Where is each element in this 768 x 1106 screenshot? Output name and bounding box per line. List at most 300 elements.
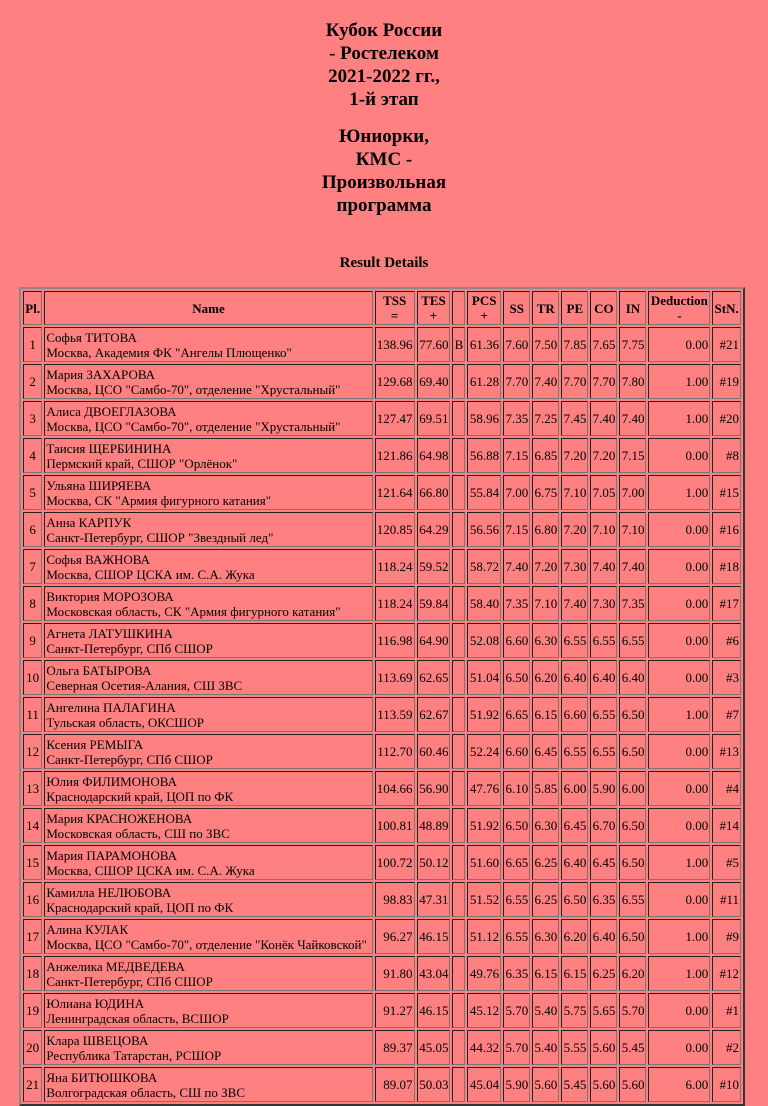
table-row	[23, 808, 741, 843]
in-cell: 6.50	[619, 845, 646, 880]
skater-name: Алиса ДВОЕГЛАЗОВА	[46, 403, 177, 419]
tes-cell: 50.03	[417, 1067, 451, 1102]
skater-club: Московская область, СК "Армия фигурного катания"	[46, 603, 341, 619]
pcs-cell: 55.84	[467, 475, 501, 510]
ss-cell: 6.55	[503, 919, 530, 954]
col-tes	[417, 291, 451, 325]
header-row	[23, 291, 741, 325]
ss-cell: 7.00	[503, 475, 530, 510]
pcs-cell: 47.76	[467, 771, 501, 806]
results-body	[23, 327, 741, 1102]
col-tes-label: TES	[421, 293, 446, 308]
b-cell	[452, 771, 465, 806]
ded-cell: 0.00	[648, 771, 710, 806]
b-cell	[452, 401, 465, 436]
ss-cell: 7.70	[503, 364, 530, 399]
table-row	[23, 623, 741, 658]
ded-cell: 0.00	[648, 327, 710, 362]
ded-cell: 0.00	[648, 993, 710, 1028]
tr-cell: 5.60	[532, 1067, 559, 1102]
event-title-line: - Ростелеком	[329, 43, 439, 64]
skater-club: Республика Татарстан, РСШОР	[46, 1047, 222, 1063]
col-tss-label: TSS	[383, 293, 407, 308]
stn-cell: #16	[712, 512, 741, 547]
tss-cell: 120.85	[375, 512, 415, 547]
stn-cell: #6	[712, 623, 741, 658]
ss-cell: 6.65	[503, 845, 530, 880]
ded-cell: 1.00	[648, 919, 710, 954]
tes-cell: 46.15	[417, 919, 451, 954]
tes-cell: 66.80	[417, 475, 451, 510]
pcs-cell: 51.52	[467, 882, 501, 917]
event-title-line: Кубок России	[325, 20, 443, 41]
ded-cell: 0.00	[648, 1030, 710, 1065]
pcs-cell: 45.12	[467, 993, 501, 1028]
tr-cell: 5.85	[532, 771, 559, 806]
tss-cell: 89.07	[375, 1067, 415, 1102]
tss-cell: 112.70	[375, 734, 415, 769]
tss-cell: 113.69	[375, 660, 415, 695]
place-cell: 7	[23, 549, 42, 584]
stn-cell: #17	[712, 586, 741, 621]
stn-cell: #9	[712, 919, 741, 954]
tss-cell: 100.72	[375, 845, 415, 880]
skater-club: Московская область, СШ по ЗВС	[46, 825, 230, 841]
place-cell: 17	[23, 919, 42, 954]
ss-cell: 5.70	[503, 1030, 530, 1065]
skater-name: Мария ПАРАМОНОВА	[46, 847, 178, 863]
b-cell	[452, 364, 465, 399]
pe-cell: 6.55	[561, 734, 588, 769]
pe-cell: 5.55	[561, 1030, 588, 1065]
pe-cell: 6.45	[561, 808, 588, 843]
pe-cell: 6.55	[561, 623, 588, 658]
tr-cell: 6.75	[532, 475, 559, 510]
stn-cell: #3	[712, 660, 741, 695]
b-cell	[452, 956, 465, 991]
pe-cell: 5.75	[561, 993, 588, 1028]
co-cell: 5.60	[590, 1030, 617, 1065]
ded-cell: 0.00	[648, 586, 710, 621]
tes-cell: 69.51	[417, 401, 451, 436]
pe-cell: 7.10	[561, 475, 588, 510]
place-cell: 5	[23, 475, 42, 510]
tes-cell: 64.90	[417, 623, 451, 658]
pe-cell: 6.00	[561, 771, 588, 806]
b-cell	[452, 438, 465, 473]
skater-club: Москва, СШОР ЦСКА им. С.А. Жука	[46, 566, 255, 582]
pcs-cell: 61.28	[467, 364, 501, 399]
table-row	[23, 475, 741, 510]
stn-cell: #14	[712, 808, 741, 843]
b-cell	[452, 475, 465, 510]
pcs-cell: 58.72	[467, 549, 501, 584]
skater-name: Ульяна ШИРЯЕВА	[46, 477, 152, 493]
tss-cell: 91.27	[375, 993, 415, 1028]
co-cell: 6.40	[590, 919, 617, 954]
skater-cell	[44, 586, 372, 621]
skater-name: Софья ТИТОВА	[46, 329, 137, 345]
ss-cell: 6.35	[503, 956, 530, 991]
stn-cell: #20	[712, 401, 741, 436]
co-cell: 7.65	[590, 327, 617, 362]
stn-cell: #2	[712, 1030, 741, 1065]
place-cell: 4	[23, 438, 42, 473]
skater-cell	[44, 845, 372, 880]
ded-cell: 0.00	[648, 882, 710, 917]
skater-name: Юлия ФИЛИМОНОВА	[46, 773, 178, 789]
ss-cell: 6.50	[503, 808, 530, 843]
tes-cell: 46.15	[417, 993, 451, 1028]
ss-cell: 7.40	[503, 549, 530, 584]
tes-cell: 64.29	[417, 512, 451, 547]
in-cell: 7.10	[619, 512, 646, 547]
place-cell: 14	[23, 808, 42, 843]
category-title-line: КМС -	[355, 149, 413, 170]
ss-cell: 6.60	[503, 734, 530, 769]
tss-cell: 121.86	[375, 438, 415, 473]
tr-cell: 6.45	[532, 734, 559, 769]
b-cell	[452, 549, 465, 584]
co-cell: 7.40	[590, 401, 617, 436]
table-row	[23, 1067, 741, 1102]
in-cell: 7.40	[619, 401, 646, 436]
pcs-cell: 58.96	[467, 401, 501, 436]
ded-cell: 1.00	[648, 845, 710, 880]
in-cell: 5.70	[619, 993, 646, 1028]
tss-cell: 127.47	[375, 401, 415, 436]
ded-cell: 1.00	[648, 956, 710, 991]
tss-cell: 129.68	[375, 364, 415, 399]
skater-cell	[44, 1067, 372, 1102]
event-title-line: 1-й этап	[349, 89, 419, 110]
skater-cell	[44, 697, 372, 732]
in-cell: 7.80	[619, 364, 646, 399]
tr-cell: 5.40	[532, 993, 559, 1028]
tss-cell: 116.98	[375, 623, 415, 658]
col-ss: SS	[503, 291, 530, 325]
b-cell	[452, 808, 465, 843]
skater-cell	[44, 623, 372, 658]
in-cell: 5.60	[619, 1067, 646, 1102]
skater-club: Санкт-Петербург, СПб СШОР	[46, 640, 213, 656]
skater-name: Яна БИТЮШКОВА	[46, 1069, 158, 1085]
pcs-cell: 56.56	[467, 512, 501, 547]
skater-name: Ольга БАТЫРОВА	[46, 662, 152, 678]
ss-cell: 6.10	[503, 771, 530, 806]
skater-cell	[44, 327, 372, 362]
pe-cell: 6.40	[561, 660, 588, 695]
col-in: IN	[619, 291, 646, 325]
pcs-cell: 56.88	[467, 438, 501, 473]
stn-cell: #19	[712, 364, 741, 399]
co-cell: 5.65	[590, 993, 617, 1028]
tes-cell: 47.31	[417, 882, 451, 917]
tr-cell: 7.40	[532, 364, 559, 399]
skater-club: Северная Осетия-Алания, СШ ЗВС	[46, 677, 243, 693]
pe-cell: 7.70	[561, 364, 588, 399]
place-cell: 21	[23, 1067, 42, 1102]
skater-name: Мария КРАСНОЖЕНОВА	[46, 810, 193, 826]
tss-cell: 98.83	[375, 882, 415, 917]
pe-cell: 6.50	[561, 882, 588, 917]
col-tr: TR	[532, 291, 559, 325]
pcs-cell: 52.24	[467, 734, 501, 769]
tr-cell: 7.50	[532, 327, 559, 362]
skater-club: Москва, СШОР ЦСКА им. С.А. Жука	[46, 862, 255, 878]
ss-cell: 7.15	[503, 438, 530, 473]
skater-name: Таисия ЩЕРБИНИНА	[46, 440, 172, 456]
stn-cell: #12	[712, 956, 741, 991]
ss-cell: 6.50	[503, 660, 530, 695]
place-cell: 8	[23, 586, 42, 621]
col-pcs-label: PCS	[471, 293, 497, 308]
b-cell	[452, 512, 465, 547]
skater-club: Санкт-Петербург, СПб СШОР	[46, 751, 213, 767]
results-table	[19, 287, 745, 1106]
b-cell	[452, 586, 465, 621]
page-header	[0, 0, 768, 272]
b-cell	[452, 697, 465, 732]
event-title	[0, 0, 768, 111]
skater-name: Агнета ЛАТУШКИНА	[46, 625, 173, 641]
place-cell: 18	[23, 956, 42, 991]
col-pcs	[467, 291, 501, 325]
in-cell: 6.50	[619, 808, 646, 843]
pcs-cell: 58.40	[467, 586, 501, 621]
category-title-line: Юниорки,	[339, 126, 429, 147]
skater-club: Москва, СК "Армия фигурного катания"	[46, 492, 272, 508]
col-tss-sign: =	[390, 308, 399, 323]
skater-cell	[44, 475, 372, 510]
tr-cell: 6.30	[532, 623, 559, 658]
col-pe: PE	[561, 291, 588, 325]
pe-cell: 6.60	[561, 697, 588, 732]
pe-cell: 7.20	[561, 438, 588, 473]
in-cell: 7.75	[619, 327, 646, 362]
tss-cell: 91.80	[375, 956, 415, 991]
ded-cell: 6.00	[648, 1067, 710, 1102]
skater-club: Ленинградская область, ВСШОР	[46, 1010, 229, 1026]
pcs-cell: 51.12	[467, 919, 501, 954]
b-cell	[452, 993, 465, 1028]
skater-club: Москва, ЦСО "Самбо-70", отделение "Хрустальный"	[46, 418, 341, 434]
tr-cell: 6.30	[532, 919, 559, 954]
b-cell	[452, 919, 465, 954]
pe-cell: 7.85	[561, 327, 588, 362]
in-cell: 7.40	[619, 549, 646, 584]
col-tss	[375, 291, 415, 325]
pcs-cell: 49.76	[467, 956, 501, 991]
co-cell: 6.55	[590, 734, 617, 769]
col-tes-sign: +	[429, 308, 438, 323]
stn-cell: #15	[712, 475, 741, 510]
tes-cell: 77.60	[417, 327, 451, 362]
skater-club: Краснодарский край, ЦОП по ФК	[46, 788, 234, 804]
skater-cell	[44, 401, 372, 436]
place-cell: 3	[23, 401, 42, 436]
stn-cell: #7	[712, 697, 741, 732]
stn-cell: #18	[712, 549, 741, 584]
co-cell: 7.10	[590, 512, 617, 547]
pe-cell: 6.15	[561, 956, 588, 991]
tes-cell: 56.90	[417, 771, 451, 806]
skater-club: Пермский край, СШОР "Орлёнок"	[46, 455, 238, 471]
col-start-number: StN.	[712, 291, 741, 325]
skater-cell	[44, 919, 372, 954]
in-cell: 6.50	[619, 697, 646, 732]
in-cell: 7.35	[619, 586, 646, 621]
tr-cell: 6.25	[532, 882, 559, 917]
ss-cell: 7.15	[503, 512, 530, 547]
b-cell	[452, 845, 465, 880]
co-cell: 6.25	[590, 956, 617, 991]
skater-name: Ксения РЕМЫГА	[46, 736, 144, 752]
col-bonus	[452, 291, 465, 325]
place-cell: 2	[23, 364, 42, 399]
pcs-cell: 51.92	[467, 808, 501, 843]
in-cell: 6.55	[619, 623, 646, 658]
co-cell: 7.05	[590, 475, 617, 510]
tr-cell: 6.80	[532, 512, 559, 547]
place-cell: 13	[23, 771, 42, 806]
skater-club: Москва, ЦСО "Самбо-70", отделение "Хрустальный"	[46, 381, 341, 397]
tes-cell: 45.05	[417, 1030, 451, 1065]
in-cell: 7.00	[619, 475, 646, 510]
place-cell: 15	[23, 845, 42, 880]
b-cell	[452, 1030, 465, 1065]
table-row	[23, 1030, 741, 1065]
skater-cell	[44, 512, 372, 547]
skater-cell	[44, 734, 372, 769]
table-row	[23, 401, 741, 436]
skater-club: Москва, Академия ФК "Ангелы Плющенко"	[46, 344, 292, 360]
pe-cell: 7.30	[561, 549, 588, 584]
place-cell: 11	[23, 697, 42, 732]
tss-cell: 118.24	[375, 586, 415, 621]
in-cell: 6.50	[619, 919, 646, 954]
table-row	[23, 660, 741, 695]
table-row	[23, 734, 741, 769]
ded-cell: 1.00	[648, 364, 710, 399]
tes-cell: 64.98	[417, 438, 451, 473]
skater-club: Москва, ЦСО "Самбо-70", отделение "Конёк Чайковской"	[46, 936, 367, 952]
in-cell: 5.45	[619, 1030, 646, 1065]
tss-cell: 89.37	[375, 1030, 415, 1065]
table-row	[23, 549, 741, 584]
tr-cell: 6.15	[532, 697, 559, 732]
table-row	[23, 512, 741, 547]
co-cell: 5.60	[590, 1067, 617, 1102]
ss-cell: 5.70	[503, 993, 530, 1028]
in-cell: 6.40	[619, 660, 646, 695]
skater-cell	[44, 1030, 372, 1065]
pe-cell: 7.20	[561, 512, 588, 547]
place-cell: 9	[23, 623, 42, 658]
tr-cell: 7.10	[532, 586, 559, 621]
stn-cell: #4	[712, 771, 741, 806]
place-cell: 6	[23, 512, 42, 547]
tss-cell: 138.96	[375, 327, 415, 362]
co-cell: 7.20	[590, 438, 617, 473]
skater-cell	[44, 660, 372, 695]
pcs-cell: 44.32	[467, 1030, 501, 1065]
table-row	[23, 845, 741, 880]
skater-name: Софья ВАЖНОВА	[46, 551, 151, 567]
b-cell	[452, 734, 465, 769]
b-cell	[452, 882, 465, 917]
co-cell: 5.90	[590, 771, 617, 806]
pe-cell: 7.45	[561, 401, 588, 436]
skater-name: Клара ШВЕЦОВА	[46, 1032, 149, 1048]
ded-cell: 0.00	[648, 808, 710, 843]
tss-cell: 104.66	[375, 771, 415, 806]
ded-cell: 1.00	[648, 475, 710, 510]
in-cell: 6.20	[619, 956, 646, 991]
tr-cell: 7.20	[532, 549, 559, 584]
place-cell: 12	[23, 734, 42, 769]
tes-cell: 69.40	[417, 364, 451, 399]
col-name: Name	[44, 291, 372, 325]
b-cell	[452, 623, 465, 658]
tes-cell: 59.52	[417, 549, 451, 584]
col-co: CO	[590, 291, 617, 325]
skater-club: Тульская область, ОКСШОР	[46, 714, 204, 730]
category-title	[0, 125, 768, 217]
ss-cell: 7.60	[503, 327, 530, 362]
col-deduction	[648, 291, 710, 325]
category-title-line: Произвольная	[321, 172, 447, 193]
pcs-cell: 51.04	[467, 660, 501, 695]
tr-cell: 6.85	[532, 438, 559, 473]
table-row	[23, 956, 741, 991]
skater-cell	[44, 549, 372, 584]
stn-cell: #11	[712, 882, 741, 917]
table-row	[23, 586, 741, 621]
ss-cell: 6.60	[503, 623, 530, 658]
table-row	[23, 771, 741, 806]
skater-cell	[44, 364, 372, 399]
stn-cell: #1	[712, 993, 741, 1028]
b-cell	[452, 1067, 465, 1102]
tes-cell: 50.12	[417, 845, 451, 880]
category-title-line: программа	[336, 195, 432, 216]
skater-cell	[44, 438, 372, 473]
in-cell: 6.50	[619, 734, 646, 769]
skater-name: Анна КАРПУК	[46, 514, 132, 530]
ss-cell: 6.55	[503, 882, 530, 917]
place-cell: 1	[23, 327, 42, 362]
tr-cell: 6.15	[532, 956, 559, 991]
tss-cell: 96.27	[375, 919, 415, 954]
co-cell: 6.55	[590, 623, 617, 658]
col-deduction-label: Deduction	[650, 293, 708, 308]
ded-cell: 0.00	[648, 512, 710, 547]
pe-cell: 5.45	[561, 1067, 588, 1102]
b-cell: B	[452, 327, 465, 362]
skater-name: Ангелина ПАЛАГИНА	[46, 699, 176, 715]
pcs-cell: 51.92	[467, 697, 501, 732]
ss-cell: 7.35	[503, 401, 530, 436]
skater-club: Краснодарский край, ЦОП по ФК	[46, 899, 234, 915]
skater-cell	[44, 993, 372, 1028]
skater-name: Мария ЗАХАРОВА	[46, 366, 156, 382]
tss-cell: 121.64	[375, 475, 415, 510]
in-cell: 7.15	[619, 438, 646, 473]
co-cell: 6.35	[590, 882, 617, 917]
skater-name: Алина КУЛАК	[46, 921, 129, 937]
pe-cell: 6.40	[561, 845, 588, 880]
